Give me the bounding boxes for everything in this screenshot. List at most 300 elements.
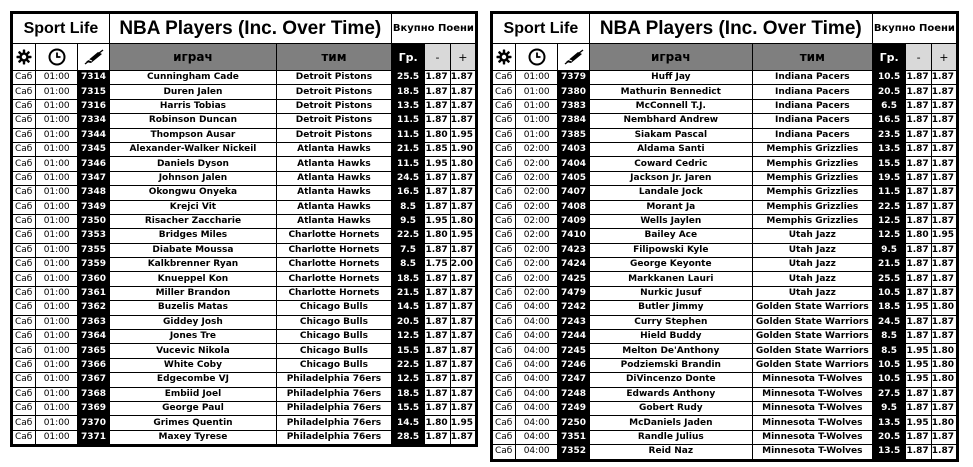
under-odds-cell: 1.87 xyxy=(425,430,450,444)
no-betting-icon xyxy=(78,44,110,71)
over-odds-cell: 1.87 xyxy=(931,445,956,459)
under-odds-cell: 1.87 xyxy=(906,387,931,401)
under-odds-cell: 1.87 xyxy=(906,200,931,214)
points-line-cell: 14.5 xyxy=(391,301,425,315)
under-odds-cell: 1.80 xyxy=(425,416,450,430)
team-name-cell: Chicago Bulls xyxy=(277,301,392,315)
player-name-cell: Alexander-Walker Nickeil xyxy=(109,142,276,156)
time-cell: 01:00 xyxy=(36,358,78,372)
time-cell: 04:00 xyxy=(516,301,558,315)
under-column-header: - xyxy=(906,44,931,71)
player-name-cell: Huff Jay xyxy=(589,71,752,85)
over-odds-cell: 1.80 xyxy=(931,301,956,315)
player-name-cell: Krejci Vit xyxy=(109,200,276,214)
table-row xyxy=(13,416,476,430)
points-line-cell: 21.5 xyxy=(872,258,906,272)
match-code-cell: 7248 xyxy=(558,387,590,401)
player-name-cell: Okongwu Onyeka xyxy=(109,186,276,200)
points-line-cell: 12.5 xyxy=(391,373,425,387)
day-cell: Саб xyxy=(13,171,36,185)
player-name-cell: Edwards Anthony xyxy=(589,387,752,401)
day-cell: Саб xyxy=(493,387,516,401)
time-cell: 01:00 xyxy=(36,128,78,142)
day-cell: Саб xyxy=(13,85,36,99)
under-odds-cell: 1.75 xyxy=(425,258,450,272)
match-code-cell: 7367 xyxy=(78,373,110,387)
under-odds-cell: 1.95 xyxy=(906,416,931,430)
player-name-cell: Coward Cedric xyxy=(589,157,752,171)
player-name-cell: Filipowski Kyle xyxy=(589,243,752,257)
under-odds-cell: 1.87 xyxy=(906,114,931,128)
table-row xyxy=(13,157,476,171)
table-row xyxy=(493,344,957,358)
over-odds-cell: 1.80 xyxy=(450,157,475,171)
points-line-cell: 21.5 xyxy=(391,142,425,156)
match-code-cell: 7360 xyxy=(78,272,110,286)
under-odds-cell: 1.87 xyxy=(906,286,931,300)
over-odds-cell: 1.87 xyxy=(931,157,956,171)
time-cell: 02:00 xyxy=(516,171,558,185)
line-column-header: Гр. xyxy=(391,44,425,71)
team-name-cell: Chicago Bulls xyxy=(277,330,392,344)
over-odds-cell: 1.87 xyxy=(450,330,475,344)
team-name-cell: Detroit Pistons xyxy=(277,128,392,142)
over-odds-cell: 1.80 xyxy=(931,416,956,430)
over-odds-cell: 1.87 xyxy=(450,387,475,401)
points-line-cell: 15.5 xyxy=(872,157,906,171)
points-line-cell: 8.5 xyxy=(391,200,425,214)
team-name-cell: Detroit Pistons xyxy=(277,99,392,113)
match-code-cell: 7353 xyxy=(78,229,110,243)
time-cell: 01:00 xyxy=(36,416,78,430)
table-row xyxy=(13,85,476,99)
over-odds-cell: 1.87 xyxy=(450,186,475,200)
brand-name: Sport Life xyxy=(493,14,590,44)
day-cell: Саб xyxy=(493,401,516,415)
table-row xyxy=(493,243,957,257)
day-cell: Саб xyxy=(13,186,36,200)
points-line-cell: 20.5 xyxy=(391,315,425,329)
table-row xyxy=(493,373,957,387)
team-name-cell: Golden State Warriors xyxy=(752,315,872,329)
team-name-cell: Atlanta Hawks xyxy=(277,171,392,185)
player-name-cell: Jackson Jr. Jaren xyxy=(589,171,752,185)
under-odds-cell: 1.87 xyxy=(906,157,931,171)
points-line-cell: 9.5 xyxy=(872,401,906,415)
under-odds-cell: 1.95 xyxy=(906,301,931,315)
match-code-cell: 7370 xyxy=(78,416,110,430)
over-odds-cell: 1.80 xyxy=(931,344,956,358)
table-row xyxy=(493,85,957,99)
under-odds-cell: 1.87 xyxy=(425,330,450,344)
team-name-cell: Memphis Grizzlies xyxy=(752,214,872,228)
under-odds-cell: 1.95 xyxy=(906,373,931,387)
over-odds-cell: 1.80 xyxy=(931,373,956,387)
under-odds-cell: 1.87 xyxy=(425,171,450,185)
under-odds-cell: 1.95 xyxy=(425,157,450,171)
team-name-cell: Charlotte Hornets xyxy=(277,258,392,272)
team-name-cell: Utah Jazz xyxy=(752,258,872,272)
player-name-cell: Jones Tre xyxy=(109,330,276,344)
match-code-cell: 7351 xyxy=(558,430,590,444)
points-line-cell: 15.5 xyxy=(391,344,425,358)
time-cell: 01:00 xyxy=(516,99,558,113)
table-row xyxy=(493,330,957,344)
brand-name: Sport Life xyxy=(13,14,110,44)
team-name-cell: Memphis Grizzlies xyxy=(752,171,872,185)
table-row xyxy=(13,258,476,272)
time-cell: 01:00 xyxy=(36,344,78,358)
day-cell: Саб xyxy=(13,71,36,85)
player-name-cell: Landale Jock xyxy=(589,186,752,200)
time-cell: 04:00 xyxy=(516,344,558,358)
over-odds-cell: 1.87 xyxy=(450,344,475,358)
points-line-cell: 27.5 xyxy=(872,387,906,401)
under-odds-cell: 1.87 xyxy=(425,272,450,286)
table-row xyxy=(493,171,957,185)
team-name-cell: Minnesota T-Wolves xyxy=(752,387,872,401)
team-name-cell: Minnesota T-Wolves xyxy=(752,401,872,415)
points-line-cell: 20.5 xyxy=(872,430,906,444)
points-line-cell: 12.5 xyxy=(391,330,425,344)
team-name-cell: Golden State Warriors xyxy=(752,358,872,372)
player-name-cell: Miller Brandon xyxy=(109,286,276,300)
match-code-cell: 7383 xyxy=(558,99,590,113)
day-cell: Саб xyxy=(493,157,516,171)
over-odds-cell: 1.87 xyxy=(931,71,956,85)
match-code-cell: 7364 xyxy=(78,330,110,344)
match-code-cell: 7380 xyxy=(558,85,590,99)
team-name-cell: Indiana Pacers xyxy=(752,128,872,142)
day-cell: Саб xyxy=(13,373,36,387)
player-name-cell: Podziemski Brandin xyxy=(589,358,752,372)
match-code-cell: 7369 xyxy=(78,401,110,415)
team-name-cell: Golden State Warriors xyxy=(752,344,872,358)
odds-table-left xyxy=(12,13,476,445)
under-odds-cell: 1.80 xyxy=(906,229,931,243)
points-line-cell: 18.5 xyxy=(391,85,425,99)
match-code-cell: 7405 xyxy=(558,171,590,185)
team-name-cell: Philadelphia 76ers xyxy=(277,416,392,430)
team-name-cell: Chicago Bulls xyxy=(277,315,392,329)
time-cell: 01:00 xyxy=(36,99,78,113)
player-name-cell: Markkanen Lauri xyxy=(589,272,752,286)
time-cell: 01:00 xyxy=(36,387,78,401)
player-name-cell: DiVincenzo Donte xyxy=(589,373,752,387)
match-code-cell: 7407 xyxy=(558,186,590,200)
table-row xyxy=(13,272,476,286)
over-odds-cell: 1.87 xyxy=(450,430,475,444)
over-column-header: + xyxy=(450,44,475,71)
over-odds-cell: 1.87 xyxy=(450,373,475,387)
table-row xyxy=(13,358,476,372)
team-name-cell: Utah Jazz xyxy=(752,243,872,257)
team-name-cell: Indiana Pacers xyxy=(752,114,872,128)
table-row xyxy=(493,286,957,300)
over-odds-cell: 1.87 xyxy=(931,330,956,344)
day-cell: Саб xyxy=(493,258,516,272)
day-cell: Саб xyxy=(493,186,516,200)
points-line-cell: 13.5 xyxy=(872,416,906,430)
player-name-cell: Buzelis Matas xyxy=(109,301,276,315)
match-code-cell: 7247 xyxy=(558,373,590,387)
time-cell: 01:00 xyxy=(36,85,78,99)
table-row xyxy=(13,243,476,257)
over-odds-cell: 1.87 xyxy=(931,99,956,113)
time-cell: 04:00 xyxy=(516,358,558,372)
table-row xyxy=(13,200,476,214)
player-name-cell: Mathurin Bennedict xyxy=(589,85,752,99)
time-cell: 01:00 xyxy=(516,128,558,142)
time-cell: 04:00 xyxy=(516,330,558,344)
sheet-title: NBA Players (Inc. Over Time) xyxy=(589,14,872,44)
over-odds-cell: 1.95 xyxy=(931,229,956,243)
player-name-cell: White Coby xyxy=(109,358,276,372)
day-cell: Саб xyxy=(13,229,36,243)
table-row xyxy=(13,186,476,200)
over-odds-cell: 1.87 xyxy=(450,85,475,99)
table-row xyxy=(493,114,957,128)
points-line-cell: 18.5 xyxy=(391,387,425,401)
day-cell: Саб xyxy=(493,272,516,286)
team-name-cell: Golden State Warriors xyxy=(752,301,872,315)
match-code-cell: 7350 xyxy=(78,214,110,228)
points-line-cell: 7.5 xyxy=(391,243,425,257)
under-odds-cell: 1.87 xyxy=(425,200,450,214)
match-code-cell: 7408 xyxy=(558,200,590,214)
time-cell: 02:00 xyxy=(516,286,558,300)
points-line-cell: 16.5 xyxy=(391,186,425,200)
time-cell: 01:00 xyxy=(36,330,78,344)
points-line-cell: 11.5 xyxy=(872,186,906,200)
points-line-cell: 22.5 xyxy=(391,229,425,243)
points-line-cell: 18.5 xyxy=(391,272,425,286)
points-line-cell: 24.5 xyxy=(872,315,906,329)
under-odds-cell: 1.87 xyxy=(906,445,931,459)
points-line-cell: 19.5 xyxy=(872,171,906,185)
day-cell: Саб xyxy=(13,344,36,358)
over-column-header: + xyxy=(931,44,956,71)
team-name-cell: Memphis Grizzlies xyxy=(752,157,872,171)
points-line-cell: 14.5 xyxy=(391,416,425,430)
team-name-cell: Atlanta Hawks xyxy=(277,186,392,200)
table-row xyxy=(13,71,476,85)
player-name-cell: Duren Jalen xyxy=(109,85,276,99)
time-cell: 04:00 xyxy=(516,416,558,430)
over-odds-cell: 1.87 xyxy=(931,128,956,142)
match-code-cell: 7479 xyxy=(558,286,590,300)
player-name-cell: Nembhard Andrew xyxy=(589,114,752,128)
over-odds-cell: 1.95 xyxy=(450,416,475,430)
under-odds-cell: 1.87 xyxy=(425,186,450,200)
table-row xyxy=(13,142,476,156)
settings-gear-icon xyxy=(13,44,36,71)
over-odds-cell: 1.87 xyxy=(450,200,475,214)
points-line-cell: 8.5 xyxy=(872,344,906,358)
over-odds-cell: 1.87 xyxy=(931,243,956,257)
over-odds-cell: 1.87 xyxy=(450,315,475,329)
over-odds-cell: 1.80 xyxy=(450,214,475,228)
player-name-cell: Robinson Duncan xyxy=(109,114,276,128)
match-code-cell: 7243 xyxy=(558,315,590,329)
points-line-cell: 6.5 xyxy=(872,99,906,113)
over-odds-cell: 1.87 xyxy=(931,186,956,200)
points-line-cell: 22.5 xyxy=(391,358,425,372)
table-row xyxy=(493,229,957,243)
match-code-cell: 7250 xyxy=(558,416,590,430)
under-odds-cell: 1.87 xyxy=(425,114,450,128)
points-line-cell: 21.5 xyxy=(391,286,425,300)
time-cell: 04:00 xyxy=(516,315,558,329)
over-odds-cell: 1.87 xyxy=(450,401,475,415)
points-line-cell: 10.5 xyxy=(872,373,906,387)
player-name-cell: Siakam Pascal xyxy=(589,128,752,142)
time-cell: 04:00 xyxy=(516,401,558,415)
time-cell: 02:00 xyxy=(516,186,558,200)
over-odds-cell: 2.00 xyxy=(450,258,475,272)
time-cell: 02:00 xyxy=(516,142,558,156)
player-column-header: играч xyxy=(589,44,752,71)
time-cell: 04:00 xyxy=(516,387,558,401)
player-name-cell: Daniels Dyson xyxy=(109,157,276,171)
points-line-cell: 10.5 xyxy=(872,71,906,85)
time-cell: 01:00 xyxy=(36,186,78,200)
under-odds-cell: 1.87 xyxy=(906,214,931,228)
table-row xyxy=(13,401,476,415)
sheet-title: NBA Players (Inc. Over Time) xyxy=(109,14,391,44)
odds-panel-right xyxy=(490,11,959,462)
day-cell: Саб xyxy=(13,286,36,300)
table-row xyxy=(13,114,476,128)
team-name-cell: Minnesota T-Wolves xyxy=(752,416,872,430)
over-odds-cell: 1.87 xyxy=(450,272,475,286)
day-cell: Саб xyxy=(493,373,516,387)
under-odds-cell: 1.87 xyxy=(425,286,450,300)
over-odds-cell: 1.80 xyxy=(931,358,956,372)
odds-panel-left xyxy=(10,11,478,447)
over-odds-cell: 1.90 xyxy=(450,142,475,156)
table-row xyxy=(493,416,957,430)
match-code-cell: 7363 xyxy=(78,315,110,329)
time-cell: 01:00 xyxy=(36,301,78,315)
match-code-cell: 7245 xyxy=(558,344,590,358)
day-cell: Саб xyxy=(13,315,36,329)
player-name-cell: Aldama Santi xyxy=(589,142,752,156)
match-code-cell: 7425 xyxy=(558,272,590,286)
day-cell: Саб xyxy=(493,214,516,228)
points-line-cell: 11.5 xyxy=(391,114,425,128)
match-code-cell: 7349 xyxy=(78,200,110,214)
day-cell: Саб xyxy=(493,301,516,315)
team-name-cell: Minnesota T-Wolves xyxy=(752,445,872,459)
under-odds-cell: 1.87 xyxy=(425,85,450,99)
total-points-header: Вкупно Поени xyxy=(872,14,956,44)
time-cell: 02:00 xyxy=(516,200,558,214)
over-odds-cell: 1.87 xyxy=(450,71,475,85)
day-cell: Саб xyxy=(13,358,36,372)
time-cell: 01:00 xyxy=(36,142,78,156)
player-name-cell: Giddey Josh xyxy=(109,315,276,329)
time-cell: 02:00 xyxy=(516,214,558,228)
over-odds-cell: 1.95 xyxy=(450,128,475,142)
team-name-cell: Charlotte Hornets xyxy=(277,272,392,286)
match-code-cell: 7344 xyxy=(78,128,110,142)
day-cell: Саб xyxy=(13,157,36,171)
day-cell: Саб xyxy=(493,128,516,142)
match-code-cell: 7384 xyxy=(558,114,590,128)
over-odds-cell: 1.87 xyxy=(931,200,956,214)
over-odds-cell: 1.87 xyxy=(931,430,956,444)
time-cell: 01:00 xyxy=(36,229,78,243)
points-line-cell: 13.5 xyxy=(872,142,906,156)
under-odds-cell: 1.95 xyxy=(425,214,450,228)
over-odds-cell: 1.87 xyxy=(931,272,956,286)
match-code-cell: 7334 xyxy=(78,114,110,128)
match-code-cell: 7379 xyxy=(558,71,590,85)
match-code-cell: 7352 xyxy=(558,445,590,459)
table-row xyxy=(493,430,957,444)
under-odds-cell: 1.87 xyxy=(425,315,450,329)
team-name-cell: Philadelphia 76ers xyxy=(277,373,392,387)
player-name-cell: Grimes Quentin xyxy=(109,416,276,430)
time-cell: 01:00 xyxy=(36,286,78,300)
day-cell: Саб xyxy=(493,229,516,243)
team-name-cell: Utah Jazz xyxy=(752,272,872,286)
match-code-cell: 7345 xyxy=(78,142,110,156)
time-cell: 01:00 xyxy=(36,272,78,286)
points-line-cell: 22.5 xyxy=(872,200,906,214)
under-odds-cell: 1.87 xyxy=(906,330,931,344)
team-name-cell: Atlanta Hawks xyxy=(277,157,392,171)
total-points-header: Вкупно Поени xyxy=(391,14,475,44)
match-code-cell: 7316 xyxy=(78,99,110,113)
player-name-cell: George Paul xyxy=(109,401,276,415)
time-cell: 01:00 xyxy=(516,85,558,99)
match-code-cell: 7424 xyxy=(558,258,590,272)
player-name-cell: George Keyonte xyxy=(589,258,752,272)
team-name-cell: Atlanta Hawks xyxy=(277,142,392,156)
time-cell: 01:00 xyxy=(36,315,78,329)
points-line-cell: 24.5 xyxy=(391,171,425,185)
day-cell: Саб xyxy=(13,416,36,430)
table-row xyxy=(493,258,957,272)
table-row xyxy=(13,214,476,228)
under-odds-cell: 1.87 xyxy=(906,430,931,444)
player-name-cell: Cunningham Cade xyxy=(109,71,276,85)
match-code-cell: 7385 xyxy=(558,128,590,142)
time-cell: 02:00 xyxy=(516,229,558,243)
player-name-cell: Morant Ja xyxy=(589,200,752,214)
time-cell: 01:00 xyxy=(36,401,78,415)
day-cell: Саб xyxy=(13,200,36,214)
over-odds-cell: 1.87 xyxy=(450,301,475,315)
over-odds-cell: 1.87 xyxy=(450,243,475,257)
under-odds-cell: 1.87 xyxy=(425,344,450,358)
over-odds-cell: 1.95 xyxy=(450,229,475,243)
match-code-cell: 7249 xyxy=(558,401,590,415)
match-code-cell: 7410 xyxy=(558,229,590,243)
points-line-cell: 23.5 xyxy=(872,128,906,142)
team-name-cell: Chicago Bulls xyxy=(277,344,392,358)
team-name-cell: Charlotte Hornets xyxy=(277,286,392,300)
player-name-cell: Randle Julius xyxy=(589,430,752,444)
player-name-cell: Vucevic Nikola xyxy=(109,344,276,358)
day-cell: Саб xyxy=(493,416,516,430)
time-cell: 04:00 xyxy=(516,430,558,444)
team-name-cell: Detroit Pistons xyxy=(277,85,392,99)
over-odds-cell: 1.87 xyxy=(931,171,956,185)
points-line-cell: 8.5 xyxy=(872,330,906,344)
